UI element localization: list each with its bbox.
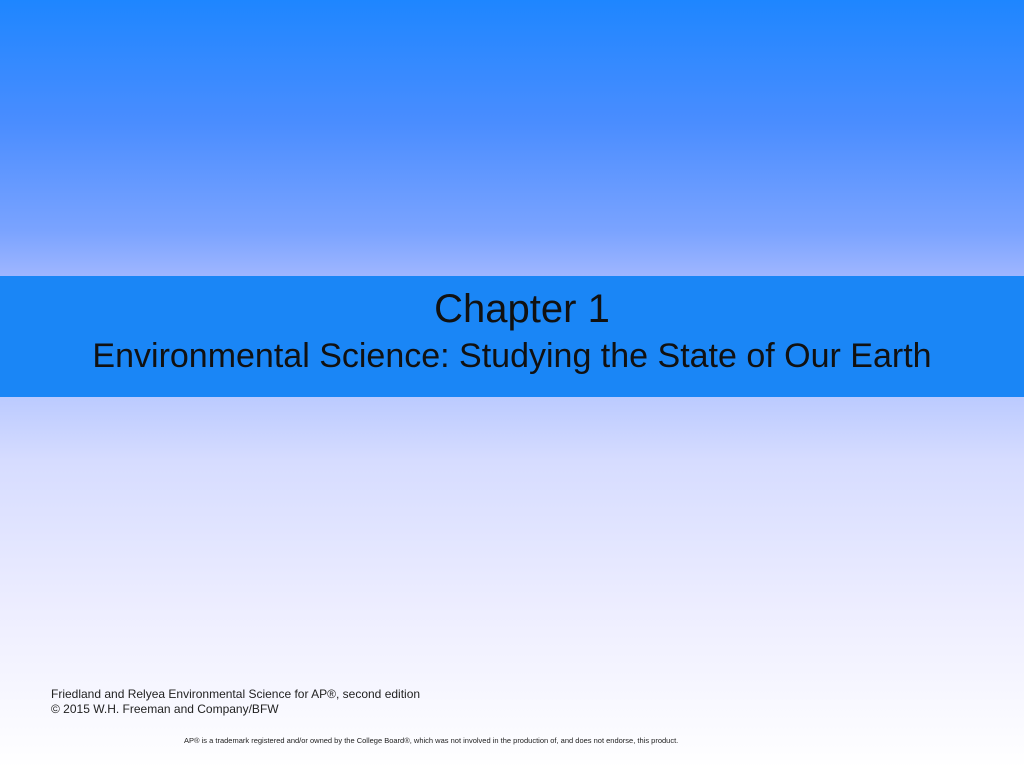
credits-line-1: Friedland and Relyea Environmental Science for AP®, second edition xyxy=(51,687,421,701)
trademark-notice: AP® is a trademark registered and/or owned by the College Board®, which was not involved in the production of, and does not endorse, this product. xyxy=(184,736,679,745)
credits-line-2: © 2015 W.H. Freeman and Company/BFW xyxy=(51,702,279,716)
chapter-title: Chapter 1 xyxy=(434,287,610,331)
credits xyxy=(51,687,420,717)
slide-title: Environmental Science: Studying the State of Our Earth xyxy=(92,337,932,375)
